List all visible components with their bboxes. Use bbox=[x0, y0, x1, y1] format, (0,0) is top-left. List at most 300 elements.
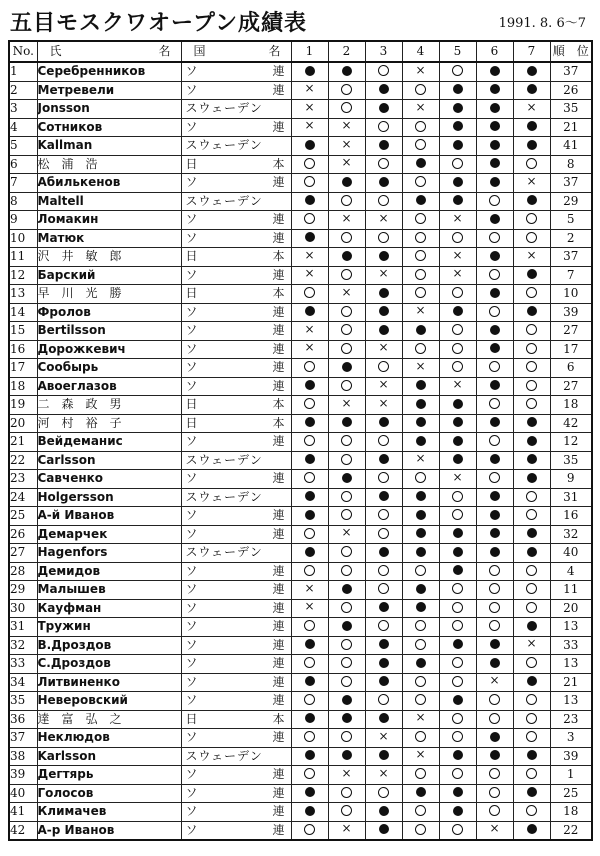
country-part-right: 連 bbox=[272, 82, 285, 97]
cross-mark: × bbox=[489, 673, 500, 688]
player-name: Вейдеманис bbox=[37, 433, 181, 452]
game-result-4 bbox=[402, 766, 439, 785]
game-result-5 bbox=[439, 470, 476, 489]
game-result-5 bbox=[439, 544, 476, 563]
country-part-left: ソ bbox=[185, 674, 198, 689]
white-circle-icon bbox=[378, 620, 389, 631]
white-circle-icon bbox=[489, 694, 500, 705]
game-result-4 bbox=[402, 747, 439, 766]
country-part-left: ソ bbox=[185, 508, 198, 522]
player-number: 18 bbox=[9, 377, 37, 396]
white-circle-icon bbox=[452, 491, 463, 502]
game-result-3 bbox=[365, 673, 402, 692]
country-part-right: 連 bbox=[272, 656, 285, 670]
game-result-4 bbox=[402, 655, 439, 674]
player-rank: 27 bbox=[550, 322, 592, 341]
game-result-2 bbox=[328, 655, 365, 674]
game-result-7 bbox=[513, 155, 550, 174]
player-number: 19 bbox=[9, 396, 37, 415]
country-part-left: ソ bbox=[185, 64, 198, 78]
white-circle-icon bbox=[526, 287, 537, 298]
game-result-4 bbox=[402, 562, 439, 581]
country-part-right: 本 bbox=[272, 156, 285, 171]
tournament-date: 1991. 8. 6〜7 bbox=[498, 16, 586, 31]
game-result-4 bbox=[402, 710, 439, 729]
black-circle-icon bbox=[490, 343, 500, 353]
black-circle-icon bbox=[379, 824, 389, 834]
game-result-4 bbox=[402, 525, 439, 544]
black-circle-icon bbox=[379, 547, 389, 557]
white-circle-icon bbox=[452, 824, 463, 835]
game-result-4 bbox=[402, 285, 439, 304]
player-number: 41 bbox=[9, 803, 37, 822]
table-row bbox=[9, 729, 592, 748]
game-result-4 bbox=[402, 211, 439, 230]
player-name: 早川光勝 bbox=[37, 285, 181, 304]
player-name: Дорожкевич bbox=[37, 340, 181, 359]
game-result-1 bbox=[291, 118, 328, 137]
player-country bbox=[181, 692, 291, 711]
country-part-left: ソ bbox=[185, 119, 198, 134]
player-number: 21 bbox=[9, 433, 37, 452]
black-circle-icon bbox=[416, 436, 426, 446]
country-part-left: ソ bbox=[185, 82, 198, 97]
black-circle-icon bbox=[305, 491, 315, 501]
black-circle-icon bbox=[490, 251, 500, 261]
country-part-left: ソ bbox=[185, 341, 198, 356]
country-part-left: ソ bbox=[185, 471, 198, 485]
game-result-3 bbox=[365, 285, 402, 304]
black-circle-icon bbox=[416, 602, 426, 612]
player-country bbox=[181, 599, 291, 618]
table-row bbox=[9, 192, 592, 211]
game-result-1 bbox=[291, 285, 328, 304]
game-result-7 bbox=[513, 655, 550, 674]
game-result-1 bbox=[291, 821, 328, 840]
game-result-1 bbox=[291, 248, 328, 267]
white-circle-icon bbox=[452, 713, 463, 724]
game-result-3 bbox=[365, 81, 402, 100]
game-result-4 bbox=[402, 322, 439, 341]
game-result-6 bbox=[476, 525, 513, 544]
col-header-name-right: 名 bbox=[158, 44, 171, 58]
country-part-left: スウェーデン bbox=[185, 138, 263, 152]
game-result-5 bbox=[439, 692, 476, 711]
col-header-country-right: 名 bbox=[268, 44, 281, 58]
table-row bbox=[9, 211, 592, 230]
white-circle-icon bbox=[378, 694, 389, 705]
game-result-6 bbox=[476, 285, 513, 304]
country-part-right: 連 bbox=[272, 582, 285, 596]
black-circle-icon bbox=[342, 713, 352, 723]
game-result-7 bbox=[513, 303, 550, 322]
game-result-2 bbox=[328, 359, 365, 378]
black-circle-icon bbox=[453, 547, 463, 557]
black-circle-icon bbox=[527, 436, 537, 446]
game-result-7 bbox=[513, 396, 550, 415]
game-result-5 bbox=[439, 359, 476, 378]
game-result-2 bbox=[328, 766, 365, 785]
game-result-1 bbox=[291, 562, 328, 581]
game-result-5 bbox=[439, 396, 476, 415]
game-result-2 bbox=[328, 285, 365, 304]
results-body bbox=[9, 62, 592, 840]
game-result-2 bbox=[328, 784, 365, 803]
cross-mark: × bbox=[452, 469, 463, 484]
game-result-5 bbox=[439, 821, 476, 840]
game-result-2 bbox=[328, 266, 365, 285]
game-result-5 bbox=[439, 340, 476, 359]
table-row bbox=[9, 488, 592, 507]
white-circle-icon bbox=[341, 639, 352, 650]
game-result-3 bbox=[365, 155, 402, 174]
player-country bbox=[181, 266, 291, 285]
country-part-right: 連 bbox=[272, 600, 285, 615]
country-part-right: 連 bbox=[272, 267, 285, 282]
white-circle-icon bbox=[526, 232, 537, 243]
white-circle-icon bbox=[489, 768, 500, 779]
game-result-4 bbox=[402, 803, 439, 822]
game-result-6 bbox=[476, 507, 513, 526]
cross-mark: × bbox=[378, 765, 389, 780]
player-country bbox=[181, 729, 291, 748]
cross-mark: × bbox=[304, 266, 315, 281]
black-circle-icon bbox=[416, 158, 426, 168]
player-number: 20 bbox=[9, 414, 37, 433]
game-result-4 bbox=[402, 599, 439, 618]
game-result-5 bbox=[439, 118, 476, 137]
game-result-5 bbox=[439, 137, 476, 156]
game-result-4 bbox=[402, 359, 439, 378]
white-circle-icon bbox=[378, 121, 389, 132]
country-part-left: ソ bbox=[185, 230, 198, 245]
country-part-left: ソ bbox=[185, 360, 198, 374]
black-circle-icon bbox=[379, 84, 389, 94]
game-result-1 bbox=[291, 710, 328, 729]
game-result-2 bbox=[328, 618, 365, 637]
game-result-3 bbox=[365, 174, 402, 193]
player-rank: 7 bbox=[550, 266, 592, 285]
game-result-6 bbox=[476, 433, 513, 452]
black-circle-icon bbox=[453, 140, 463, 150]
game-result-4 bbox=[402, 673, 439, 692]
player-name: Kallman bbox=[37, 137, 181, 156]
black-circle-icon bbox=[527, 140, 537, 150]
game-result-1 bbox=[291, 174, 328, 193]
player-country bbox=[181, 433, 291, 452]
game-result-3 bbox=[365, 451, 402, 470]
black-circle-icon bbox=[490, 380, 500, 390]
player-rank: 35 bbox=[550, 451, 592, 470]
white-circle-icon bbox=[341, 787, 352, 798]
game-result-2 bbox=[328, 562, 365, 581]
player-number: 24 bbox=[9, 488, 37, 507]
white-circle-icon bbox=[415, 805, 426, 816]
player-number: 29 bbox=[9, 581, 37, 600]
game-result-1 bbox=[291, 433, 328, 452]
player-country bbox=[181, 359, 291, 378]
white-circle-icon bbox=[304, 657, 315, 668]
col-header-game-6: 6 bbox=[476, 41, 513, 62]
white-circle-icon bbox=[341, 454, 352, 465]
game-result-1 bbox=[291, 525, 328, 544]
table-row bbox=[9, 248, 592, 267]
table-row bbox=[9, 618, 592, 637]
game-result-4 bbox=[402, 692, 439, 711]
col-header-game-5: 5 bbox=[439, 41, 476, 62]
page-title: 五目モスクワオープン成績表 bbox=[10, 11, 308, 36]
game-result-6 bbox=[476, 303, 513, 322]
game-result-7 bbox=[513, 729, 550, 748]
game-result-7 bbox=[513, 248, 550, 267]
country-part-right: 連 bbox=[272, 674, 285, 689]
player-number: 7 bbox=[9, 174, 37, 193]
game-result-2 bbox=[328, 211, 365, 230]
game-result-2 bbox=[328, 81, 365, 100]
game-result-7 bbox=[513, 174, 550, 193]
black-circle-icon bbox=[490, 510, 500, 520]
white-circle-icon bbox=[304, 435, 315, 446]
cross-mark: × bbox=[415, 99, 426, 114]
black-circle-icon bbox=[379, 306, 389, 316]
black-circle-icon bbox=[305, 639, 315, 649]
game-result-7 bbox=[513, 747, 550, 766]
game-result-1 bbox=[291, 488, 328, 507]
black-circle-icon bbox=[490, 454, 500, 464]
player-number: 35 bbox=[9, 692, 37, 711]
col-header-game-4: 4 bbox=[402, 41, 439, 62]
game-result-4 bbox=[402, 433, 439, 452]
player-name: Karlsson bbox=[37, 747, 181, 766]
player-number: 2 bbox=[9, 81, 37, 100]
black-circle-icon bbox=[342, 695, 352, 705]
game-result-3 bbox=[365, 525, 402, 544]
black-circle-icon bbox=[379, 602, 389, 612]
country-part-right: 連 bbox=[272, 64, 285, 78]
white-circle-icon bbox=[526, 158, 537, 169]
game-result-2 bbox=[328, 747, 365, 766]
white-circle-icon bbox=[304, 824, 315, 835]
country-part-right: 連 bbox=[272, 785, 285, 800]
table-row bbox=[9, 747, 592, 766]
white-circle-icon bbox=[489, 583, 500, 594]
player-rank: 17 bbox=[550, 340, 592, 359]
col-header-name-left: 氏 bbox=[49, 44, 62, 58]
player-number: 39 bbox=[9, 766, 37, 785]
game-result-7 bbox=[513, 636, 550, 655]
game-result-3 bbox=[365, 248, 402, 267]
game-result-7 bbox=[513, 692, 550, 711]
white-circle-icon bbox=[526, 509, 537, 520]
country-part-left: ソ bbox=[185, 619, 198, 633]
game-result-7 bbox=[513, 433, 550, 452]
game-result-2 bbox=[328, 507, 365, 526]
black-circle-icon bbox=[379, 639, 389, 649]
player-name: Тружин bbox=[37, 618, 181, 637]
game-result-4 bbox=[402, 470, 439, 489]
black-circle-icon bbox=[416, 195, 426, 205]
country-part-left: ソ bbox=[185, 304, 198, 319]
country-part-right: 連 bbox=[272, 730, 285, 744]
black-circle-icon bbox=[490, 158, 500, 168]
white-circle-icon bbox=[526, 398, 537, 409]
game-result-1 bbox=[291, 155, 328, 174]
game-result-6 bbox=[476, 618, 513, 637]
game-result-4 bbox=[402, 62, 439, 81]
black-circle-icon bbox=[453, 436, 463, 446]
player-country bbox=[181, 396, 291, 415]
black-circle-icon bbox=[305, 380, 315, 390]
table-row bbox=[9, 303, 592, 322]
player-number: 28 bbox=[9, 562, 37, 581]
player-country bbox=[181, 488, 291, 507]
white-circle-icon bbox=[452, 602, 463, 613]
game-result-1 bbox=[291, 544, 328, 563]
table-row bbox=[9, 692, 592, 711]
black-circle-icon bbox=[490, 491, 500, 501]
player-country bbox=[181, 747, 291, 766]
cross-mark: × bbox=[341, 525, 352, 540]
game-result-5 bbox=[439, 433, 476, 452]
country-part-right: 連 bbox=[272, 693, 285, 707]
black-circle-icon bbox=[490, 417, 500, 427]
player-name: Неклюдов bbox=[37, 729, 181, 748]
white-circle-icon bbox=[341, 306, 352, 317]
white-circle-icon bbox=[341, 435, 352, 446]
game-result-4 bbox=[402, 729, 439, 748]
country-part-right: 本 bbox=[272, 397, 285, 411]
white-circle-icon bbox=[415, 84, 426, 95]
game-result-5 bbox=[439, 266, 476, 285]
game-result-4 bbox=[402, 248, 439, 267]
cross-mark: × bbox=[304, 340, 315, 355]
white-circle-icon bbox=[378, 565, 389, 576]
black-circle-icon bbox=[416, 399, 426, 409]
game-result-1 bbox=[291, 266, 328, 285]
black-circle-icon bbox=[527, 676, 537, 686]
game-result-2 bbox=[328, 322, 365, 341]
player-name: Сообырь bbox=[37, 359, 181, 378]
game-result-5 bbox=[439, 62, 476, 81]
player-country bbox=[181, 581, 291, 600]
white-circle-icon bbox=[489, 805, 500, 816]
white-circle-icon bbox=[341, 657, 352, 668]
country-part-left: ソ bbox=[185, 730, 198, 744]
game-result-4 bbox=[402, 340, 439, 359]
country-part-right: 連 bbox=[272, 637, 285, 652]
game-result-7 bbox=[513, 766, 550, 785]
cross-mark: × bbox=[489, 821, 500, 836]
black-circle-icon bbox=[453, 417, 463, 427]
black-circle-icon bbox=[342, 473, 352, 483]
white-circle-icon bbox=[341, 565, 352, 576]
white-circle-icon bbox=[378, 787, 389, 798]
country-part-left: スウェーデン bbox=[185, 748, 263, 763]
black-circle-icon bbox=[527, 195, 537, 205]
game-result-5 bbox=[439, 599, 476, 618]
col-header-country-left: 国 bbox=[193, 44, 206, 58]
player-name: Савченко bbox=[37, 470, 181, 489]
game-result-3 bbox=[365, 784, 402, 803]
black-circle-icon bbox=[379, 325, 389, 335]
game-result-1 bbox=[291, 766, 328, 785]
game-result-3 bbox=[365, 507, 402, 526]
game-result-7 bbox=[513, 340, 550, 359]
white-circle-icon bbox=[304, 565, 315, 576]
player-country bbox=[181, 118, 291, 137]
white-circle-icon bbox=[526, 213, 537, 224]
game-result-2 bbox=[328, 636, 365, 655]
game-result-4 bbox=[402, 377, 439, 396]
country-part-left: ソ bbox=[185, 693, 198, 707]
country-part-left: 日 bbox=[185, 711, 198, 726]
table-row bbox=[9, 100, 592, 119]
game-result-7 bbox=[513, 507, 550, 526]
player-rank: 37 bbox=[550, 248, 592, 267]
table-row bbox=[9, 174, 592, 193]
black-circle-icon bbox=[527, 528, 537, 538]
white-circle-icon bbox=[304, 694, 315, 705]
black-circle-icon bbox=[379, 417, 389, 427]
black-circle-icon bbox=[490, 66, 500, 76]
game-result-5 bbox=[439, 747, 476, 766]
game-result-5 bbox=[439, 414, 476, 433]
country-part-right: 連 bbox=[272, 822, 285, 837]
game-result-7 bbox=[513, 581, 550, 600]
col-header-game-3: 3 bbox=[365, 41, 402, 62]
player-country bbox=[181, 451, 291, 470]
game-result-1 bbox=[291, 747, 328, 766]
table-row bbox=[9, 266, 592, 285]
cross-mark: × bbox=[378, 266, 389, 281]
table-row bbox=[9, 359, 592, 378]
country-part-left: ソ bbox=[185, 323, 198, 337]
white-circle-icon bbox=[489, 472, 500, 483]
black-circle-icon bbox=[490, 732, 500, 742]
game-result-7 bbox=[513, 618, 550, 637]
cross-mark: × bbox=[378, 395, 389, 410]
player-rank: 4 bbox=[550, 562, 592, 581]
black-circle-icon bbox=[305, 713, 315, 723]
white-circle-icon bbox=[415, 269, 426, 280]
player-rank: 39 bbox=[550, 303, 592, 322]
player-number: 25 bbox=[9, 507, 37, 526]
player-name: Дегтярь bbox=[37, 766, 181, 785]
white-circle-icon bbox=[452, 287, 463, 298]
black-circle-icon bbox=[527, 121, 537, 131]
game-result-3 bbox=[365, 729, 402, 748]
game-result-5 bbox=[439, 192, 476, 211]
game-result-3 bbox=[365, 62, 402, 81]
game-result-6 bbox=[476, 137, 513, 156]
game-result-7 bbox=[513, 562, 550, 581]
game-result-5 bbox=[439, 451, 476, 470]
game-result-6 bbox=[476, 192, 513, 211]
player-rank: 12 bbox=[550, 433, 592, 452]
black-circle-icon bbox=[342, 621, 352, 631]
player-name: Демидов bbox=[37, 562, 181, 581]
player-rank: 18 bbox=[550, 803, 592, 822]
col-header-game-7: 7 bbox=[513, 41, 550, 62]
game-result-1 bbox=[291, 470, 328, 489]
col-header-name bbox=[37, 41, 181, 62]
player-rank: 21 bbox=[550, 118, 592, 137]
player-rank: 22 bbox=[550, 821, 592, 840]
game-result-6 bbox=[476, 155, 513, 174]
white-circle-icon bbox=[489, 620, 500, 631]
game-result-3 bbox=[365, 544, 402, 563]
black-circle-icon bbox=[379, 806, 389, 816]
